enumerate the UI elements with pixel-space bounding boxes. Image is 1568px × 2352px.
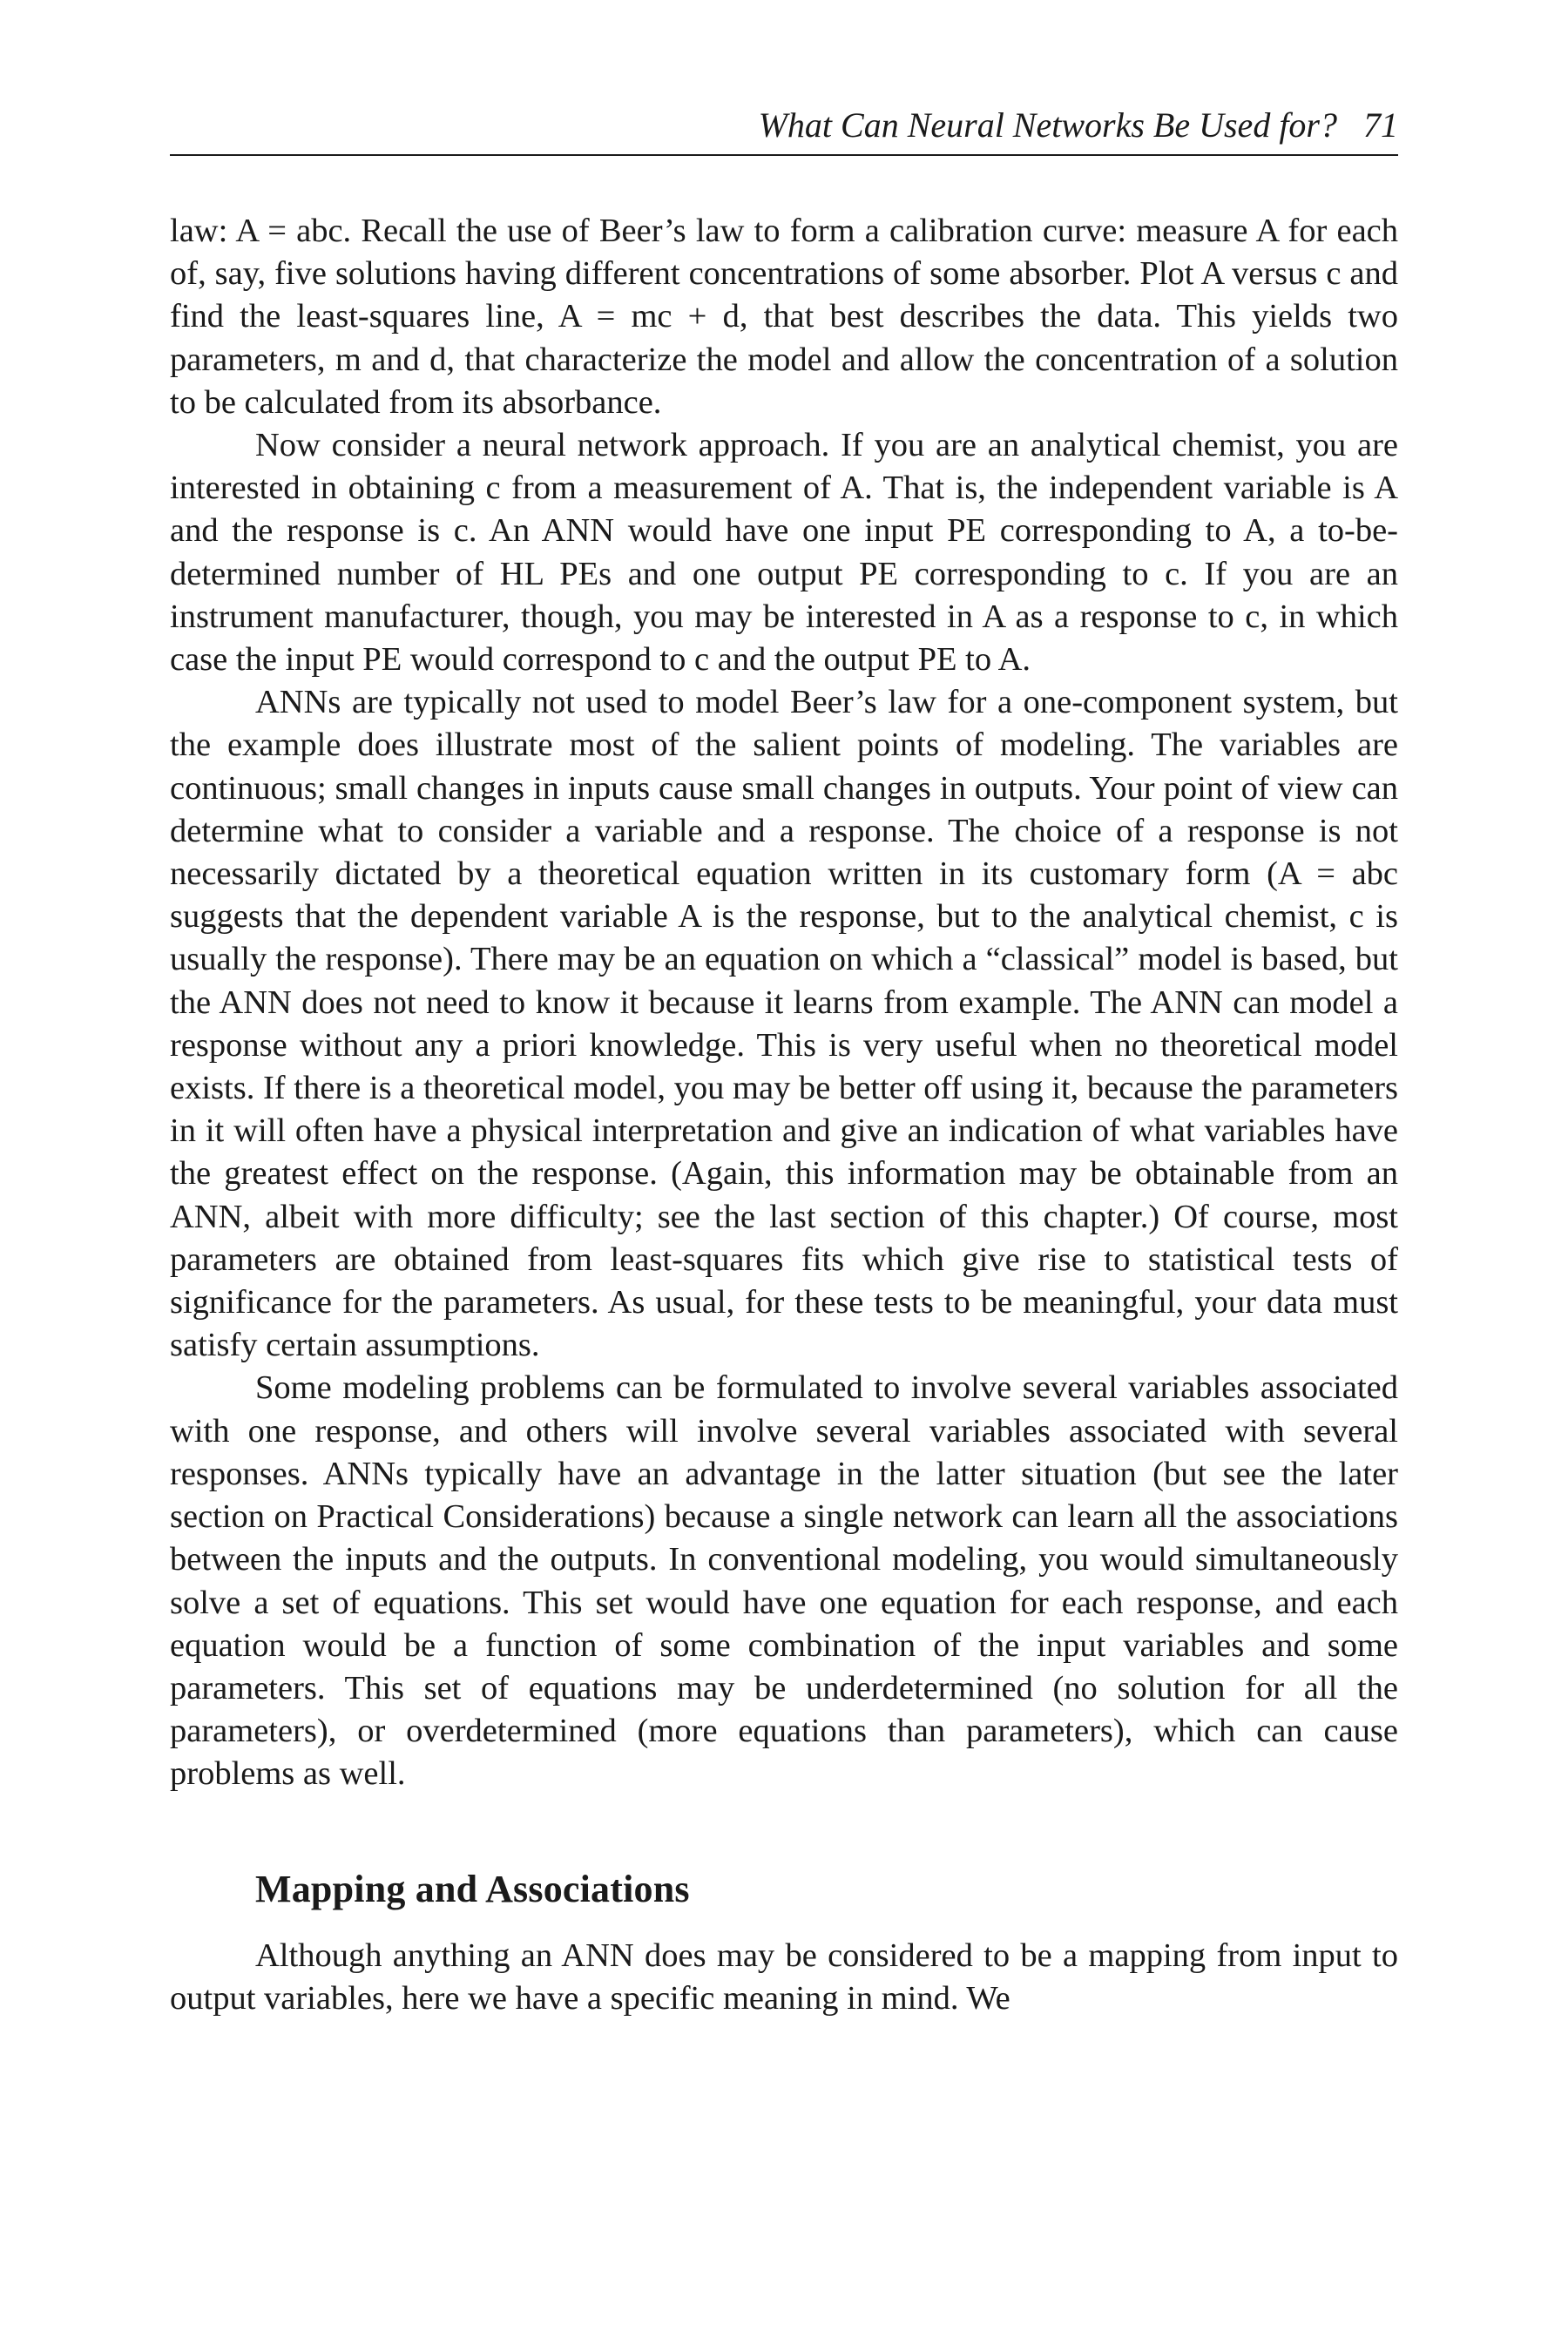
paragraph-1: law: A = abc. Recall the use of Beer’s law to form a calibration curve: measure A for each of, say, five solutions having different concentrations of some absorber. Plot A versus c and find the least-squares line, A = mc + d, that best describes the data. This yields two parameters, m and d, that characterize the model and allow the concentration of a solution to be calculated from its absorbance.: [170, 213, 1398, 421]
paragraph-3: ANNs are typically not used to model Beer’s law for a one-component system, but the example does illustrate most of the salient points of modeling. The variables are continuous; small changes in inputs cause small changes in outputs. Your point of view can determine what to consider a variable and a response. The choice of a response is not necessarily dictated by a theoretical equation written in its customary form (A = abc suggests that the dependent variable A is the response, but to the analytical chemist, c is usually the response). There may be an equation on which a “classical” model is based, but the ANN does not need to know it because it learns from example. The ANN can model a response without any a priori knowledge. This is very useful when no theoretical model exists. If there is a theoretical model, you may be better off using it, because the parameters in it will often have a physical interpretation and give an indication of what variables have the greatest effect on the response. (Again, this information may be obtainable from an ANN, albeit with more difficulty; see the last section of this chapter.) Of course, most parameters are obtained from least-squares fits which give rise to statistical tests of significance for the parameters. As usual, for these tests to be meaningful, your data must satisfy certain assumptions.: [170, 684, 1398, 1364]
book-page: [170, 105, 1398, 2020]
body-text: [170, 210, 1398, 2020]
running-title: What Can Neural Networks Be Used for?: [758, 105, 1337, 145]
page-number: 71: [1363, 105, 1398, 145]
section-paragraph-1: Although anything an ANN does may be considered to be a mapping from input to output variables, here we have a specific meaning in mind. We: [170, 1936, 1398, 2017]
paragraph-4: Some modeling problems can be formulated to involve several variables associated with one response, and others will involve several variables associated with several responses. ANNs typically have an advantage in the latter situation (but see the later section on Practical Considerations) because a single network can learn all the associations between the inputs and the outputs. In conventional modeling, you would simultaneously solve a set of equations. This set would have one equation for each response, and each equation would be a function of some combination of the input variables and some parameters. This set of equations may be underdetermined (no solution for all the parameters), or overdetermined (more equations than parameters), which can cause problems as well.: [170, 1369, 1398, 1793]
paragraph-2: Now consider a neural network approach. If you are an analytical chemist, you are interested in obtaining c from a measurement of A. That is, the independent variable is A and the response is c. An ANN would have one input PE corresponding to A, a to-be-determined number of HL PEs and one output PE corresponding to c. If you are an instrument manufacturer, though, you may be interested in A as a response to c, in which case the input PE would correspond to c and the output PE to A.: [170, 427, 1398, 679]
running-head: [170, 105, 1398, 156]
section-heading: Mapping and Associations: [255, 1867, 690, 1910]
